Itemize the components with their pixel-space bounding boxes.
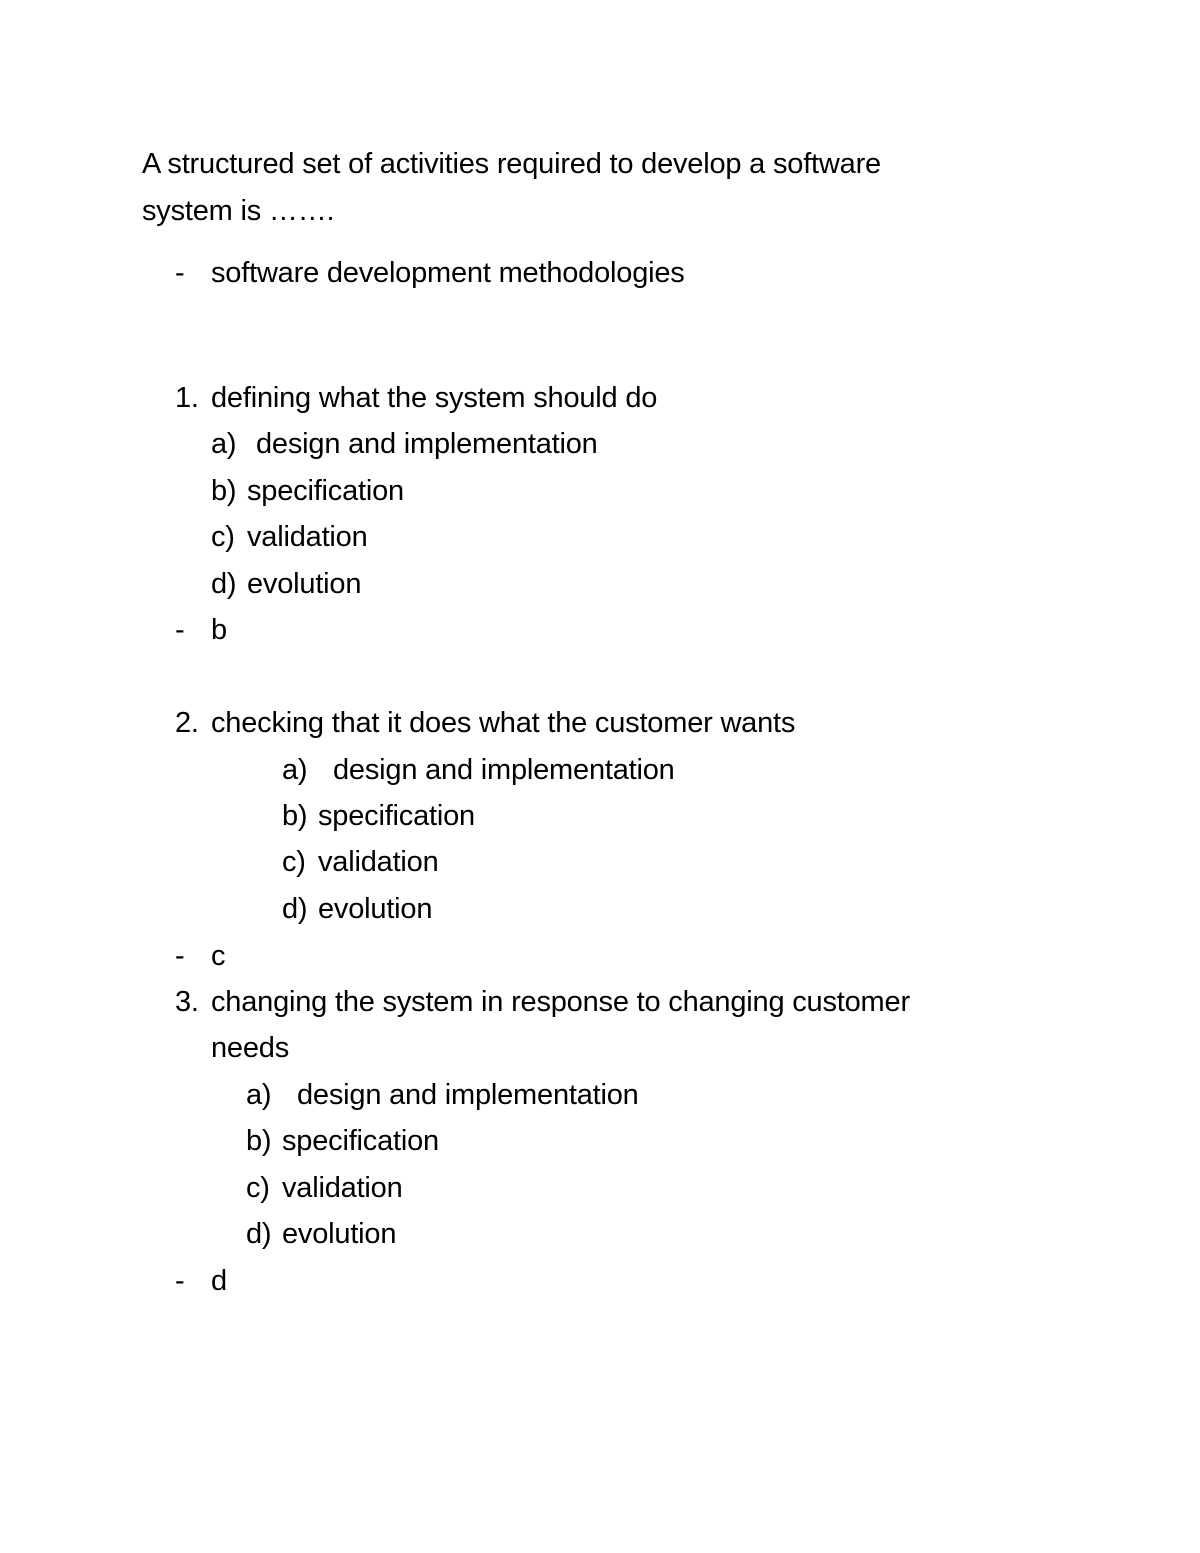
- option-label: a): [282, 754, 308, 786]
- option-label: c): [211, 521, 235, 553]
- q3-option-c: [246, 1170, 403, 1206]
- intro-answer: [175, 255, 685, 291]
- option-label: a): [246, 1079, 272, 1111]
- option-text: specification: [318, 800, 475, 832]
- answer-text: b: [211, 614, 227, 646]
- q2-option-d: [282, 891, 432, 927]
- question-number: 3.: [175, 986, 199, 1018]
- question-number: 2.: [175, 707, 199, 739]
- option-label: b): [246, 1125, 272, 1157]
- option-label: d): [282, 893, 308, 925]
- option-label: c): [246, 1172, 270, 1204]
- question-number: 1.: [175, 382, 199, 414]
- q2-option-a: [282, 752, 675, 788]
- option-text: evolution: [318, 893, 433, 925]
- question-text-line-1: changing the system in response to changing customer: [211, 986, 910, 1018]
- question-text: defining what the system should do: [211, 382, 658, 414]
- q3-option-b: [246, 1123, 439, 1159]
- option-label: d): [246, 1218, 272, 1250]
- option-label: d): [211, 568, 237, 600]
- option-text: evolution: [282, 1218, 397, 1250]
- answer-dash: -: [175, 940, 185, 972]
- option-text: evolution: [247, 568, 362, 600]
- q2-answer: [175, 938, 225, 974]
- answer-dash: -: [175, 614, 185, 646]
- q1-option-d: [211, 566, 361, 602]
- option-text: validation: [282, 1172, 403, 1204]
- question-3: [175, 984, 910, 1020]
- intro-question-line-2: system is …….: [142, 195, 335, 227]
- q3-answer: [175, 1263, 227, 1299]
- answer-text: d: [211, 1265, 227, 1297]
- question-2: [175, 705, 795, 741]
- q1-answer: [175, 612, 227, 648]
- option-text: specification: [247, 475, 404, 507]
- option-label: a): [211, 428, 237, 460]
- q3-option-a: [246, 1077, 639, 1113]
- q1-option-b: [211, 473, 404, 509]
- q2-option-c: [282, 844, 439, 880]
- option-text: design and implementation: [297, 1079, 639, 1111]
- option-text: specification: [282, 1125, 439, 1157]
- q1-option-c: [211, 519, 368, 555]
- q3-option-d: [246, 1216, 396, 1252]
- answer-dash: -: [175, 1265, 185, 1297]
- option-text: validation: [247, 521, 368, 553]
- answer-text: c: [211, 940, 226, 972]
- option-text: design and implementation: [256, 428, 598, 460]
- answer-dash: -: [175, 257, 185, 289]
- option-label: b): [282, 800, 308, 832]
- intro-question-line-1: A structured set of activities required to develop a software: [142, 148, 881, 180]
- question-1: [175, 380, 657, 416]
- question-3-text-line-2: needs: [211, 1032, 290, 1064]
- option-label: c): [282, 846, 306, 878]
- option-text: validation: [318, 846, 439, 878]
- option-label: b): [211, 475, 237, 507]
- answer-text: software development methodologies: [211, 257, 685, 289]
- q1-option-a: [211, 426, 598, 462]
- option-text: design and implementation: [333, 754, 675, 786]
- q2-option-b: [282, 798, 475, 834]
- question-text: checking that it does what the customer wants: [211, 707, 796, 739]
